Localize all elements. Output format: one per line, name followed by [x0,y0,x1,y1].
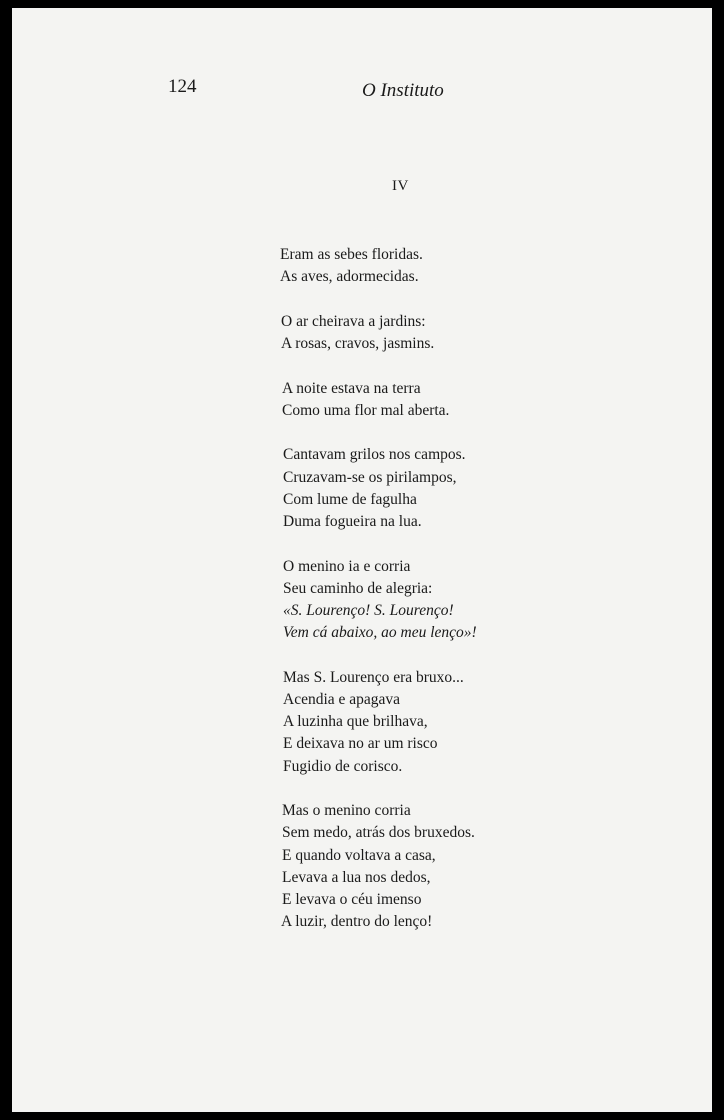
poem-line: O menino ia e corria [283,557,411,575]
stanza [280,444,477,533]
poem-line: Com lume de fagulha [283,490,417,508]
poem-line: Levava a lua nos dedos, [282,868,431,886]
poem-line: A rosas, cravos, jasmins. [281,335,435,352]
section-numeral: IV [392,178,409,194]
stanza [280,244,477,288]
poem [280,244,477,933]
poem-line: Mas S. Lourenço era bruxo... [283,668,464,686]
poem-line: Duma fogueira na lua. [283,513,422,530]
poem-line: E quando voltava a casa, [282,846,436,864]
poem-line: A luzinha que brilhava, [283,713,428,731]
stanza [280,800,477,933]
poem-line: Sem medo, atrás dos bruxedos. [282,824,475,842]
stanza [280,667,477,778]
poem-line: Mas o menino corria [282,802,411,820]
stanza [280,311,477,355]
page-number: 124 [168,76,197,97]
poem-line: Seu caminho de alegria: [283,579,433,597]
poem-line: Fugidio de corisco. [283,757,403,775]
poem-line: As aves, adormecidas. [280,268,419,286]
poem-line: A luzir, dentro do lenço! [281,913,433,931]
poem-line: Acendia e apagava [283,691,401,708]
poem-line: A noite estava na terra [282,379,421,397]
stanza [280,556,477,645]
poem-line: E levava o céu imenso [282,891,422,909]
poem-line: Cantavam grilos nos campos. [283,446,466,464]
poem-line: Eram as sebes floridas. [280,246,423,263]
poem-line: E deixava no ar um risco [283,735,438,753]
book-page [12,8,712,1112]
poem-line-italic: «S. Lourenço! S. Lourenço! [283,602,454,619]
stanza [280,378,477,422]
running-title: O Instituto [362,80,444,101]
poem-line: Cruzavam-se os pirilampos, [283,468,457,486]
poem-line-italic: Vem cá abaixo, ao meu lenço»! [283,624,477,642]
poem-line: O ar cheirava a jardins: [281,312,426,330]
poem-line: Como uma flor mal aberta. [282,401,450,419]
